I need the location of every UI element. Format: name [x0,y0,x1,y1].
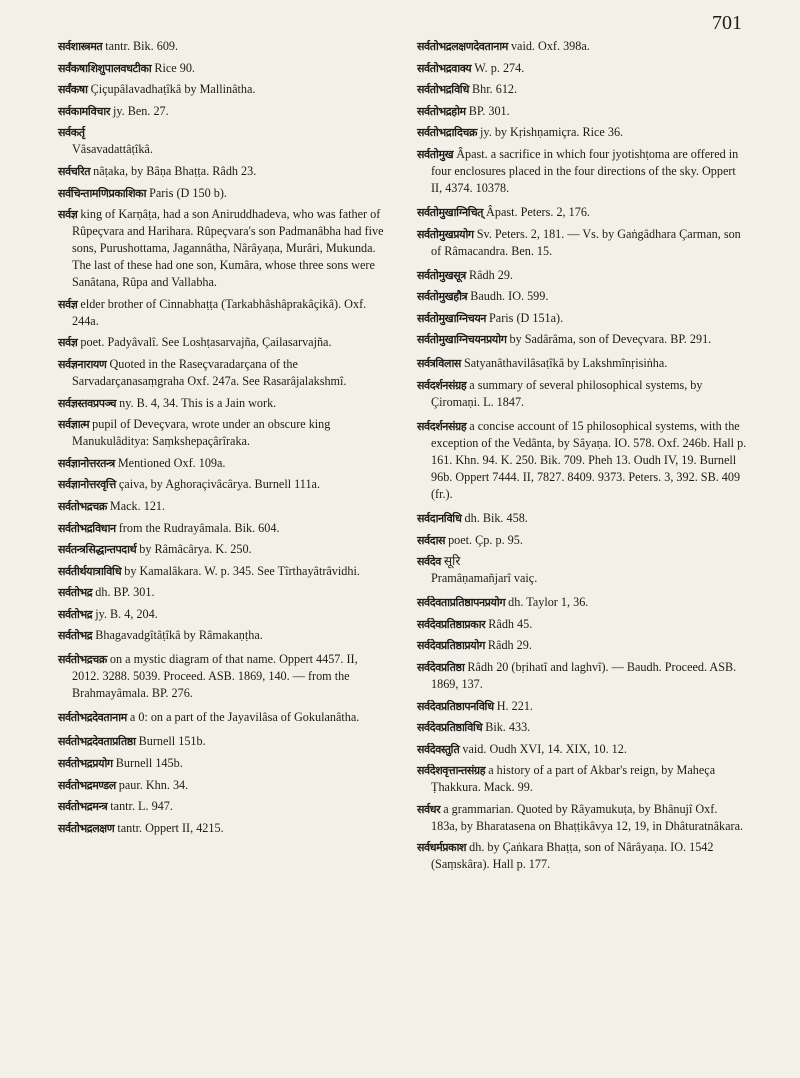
dictionary-entry [417,204,747,221]
entry-text: jy. by Kṛishṇamiçra. Rice 36. [480,125,624,140]
dictionary-entry [58,777,388,794]
entry-text: from the Rudrayâmala. Bik. 604. [118,520,280,535]
entry-headword: सर्वज्ञ [58,297,78,311]
dictionary-entry [58,296,388,330]
entry-text: W. p. 274. [474,60,525,75]
dictionary-entry [417,226,747,260]
entry-headword: सर्वतोमुखप्रयोग [417,227,474,241]
dictionary-entry [58,820,388,837]
entry-text: BP. 301. [468,103,510,118]
entry-headword: सर्वदेवप्रतिष्ठाप्रकार [417,617,486,631]
entry-headword: सर्वज्ञ [58,208,78,222]
entry-headword: सर्वतोमुखसूत्र [417,268,466,282]
entry-text: Baudh. IO. 599. [470,289,549,304]
entry-headword: सर्वतोमुखाग्निचयन [417,311,487,325]
dictionary-entry [417,288,747,305]
dictionary-entry [58,81,388,98]
entry-headword: सर्वतोभद्रदेवताप्रतिष्ठा [58,735,136,749]
dictionary-entry [58,124,388,158]
dictionary-entry [58,206,388,291]
dictionary-entry [417,532,747,549]
dictionary-entry [58,185,388,202]
entry-headword: सर्वचिन्तामणिप्रकाशिका [58,186,147,200]
entry-headword: सर्वतोभद्रप्रयोग [58,757,113,771]
dictionary-entry [417,38,747,55]
dictionary-entry [417,267,747,284]
dictionary-entry [58,38,388,55]
entry-text: tantr. Bik. 609. [105,39,179,53]
entry-text: by Sadârâma, son of Deveçvara. BP. 291. [509,332,712,347]
entry-headword: सर्वज्ञ [58,336,78,350]
dictionary-entry [417,310,747,327]
entry-headword: सर्वदेवप्रतिष्ठा [417,660,465,674]
dictionary-entry [417,839,747,873]
entry-text: Mack. 121. [109,498,166,513]
entry-headword: सर्वतोभद्रवाक्य [417,61,472,75]
dictionary-entry [58,798,388,815]
dictionary-entry [58,606,388,623]
entry-headword: सर्वतोमुखाग्निचयनप्रयोग [417,333,507,347]
entry-headword: सर्वतोमुख [417,147,454,161]
entry-headword: सर्वधर्मप्रकाश [417,841,467,855]
entry-headword: सर्वंकषा [58,83,88,97]
entry-text: paur. Khn. 34. [118,777,189,792]
entry-text: Burnell 145b. [115,756,183,771]
entry-headword: सर्वदानविधि [417,511,462,525]
entry-headword: सर्वशास्त्रमत [58,40,103,53]
entry-text: Satyanâthavilâsaṭîkâ by Lakshmînṛisiṅha. [463,356,668,371]
dictionary-entry [417,616,747,633]
dictionary-entry [417,698,747,715]
entry-continuation: Vâsavadattâṭîkâ. [72,142,153,157]
entry-headword: सर्वज्ञानोत्तरतन्त्र [58,456,115,470]
entry-headword: सर्वतोमुखहौत्र [417,290,468,304]
entry-headword: सर्वदेवस्तुति [417,742,460,756]
entry-text: tantr. L. 947. [110,799,173,814]
entry-text: सूरि [443,554,461,569]
dictionary-entry [58,651,388,702]
entry-text: Rice 90. [154,60,195,75]
entry-text: a history of a part of Akbar's reign, by Maheça Ṭhakkura. Mack. 99. [431,763,716,795]
entry-headword: सर्वदर्शनसंग्रह [417,419,467,433]
dictionary-entry [58,755,388,772]
entry-text: Çiçupâlavadhaṭîkâ by Mallinâtha. [90,82,256,97]
entry-headword: सर्वज्ञात्म [58,418,90,432]
dictionary-entry [58,541,388,558]
right-column [417,38,747,878]
entry-text: poet. Padyâvalî. See Loshṭasarvajña, Çailasarvajña. [80,335,332,350]
entry-text: poet. Çp. p. 95. [448,532,523,547]
entry-text: Bik. 433. [485,720,531,735]
entry-text: pupil of Deveçvara, wrote under an obscure king Manukulâditya: Saṃkshepaçârîraka. [72,417,331,449]
dictionary-entry [417,331,747,348]
dictionary-entry [417,510,747,527]
entry-headword: सर्वधर [417,802,441,816]
entry-headword: सर्वतोभद्रदेवतानाम [58,711,127,725]
dictionary-entry [417,418,747,503]
entry-headword: सर्वतोभद्रमण्डल [58,778,116,792]
entry-headword: सर्वत्रविलास [417,357,461,371]
entry-headword: सर्वज्ञनारायण [58,357,107,371]
entry-text: Mentioned Oxf. 109a. [117,455,226,470]
entry-headword: सर्वकामविचार [58,104,110,118]
entry-text: jy. B. 4, 204. [95,606,158,621]
entry-text: jy. Ben. 27. [112,103,169,118]
dictionary-entry [417,124,747,141]
entry-headword: सर्वज्ञानोत्तरवृत्ति [58,478,116,492]
entry-headword: सर्वदेवप्रतिष्ठाविधि [417,721,483,735]
dictionary-entry [58,733,388,750]
dictionary-entry [58,520,388,537]
dictionary-entry [58,334,388,351]
entry-text: Quoted in the Raseçvaradarçana of the Sarvadarçanasaṃgraha Oxf. 247a. See Rasarâjalakshmî. [72,356,347,388]
dictionary-entry [417,801,747,835]
dictionary-entry [417,762,747,796]
entry-text: a summary of several philosophical systems, by Çiromaṇi. L. 1847. [431,377,703,409]
entry-headword: सर्वचरित [58,164,91,178]
entry-headword: सर्वतीर्थयात्राविधि [58,564,122,578]
entry-headword: सर्वतोभद्रविधान [58,521,116,535]
dictionary-entry [58,356,388,390]
entry-headword: सर्वतोभद्रहोम [417,104,466,118]
dictionary-entry [58,709,388,726]
entry-text: dh. Taylor 1, 36. [508,595,589,610]
dictionary-entry [417,594,747,611]
entry-headword: सर्वतोमुखाग्निचित् [417,205,484,219]
entry-headword: सर्वतोभद्रचक्र [58,653,107,667]
dictionary-entry [417,60,747,77]
entry-headword: सर्वतोभद्रमन्त्र [58,800,108,814]
entry-headword: सर्वतोभद्रविधि [417,83,470,97]
entry-headword: सर्वतोभद्रचक्र [58,499,107,513]
dictionary-entry [417,355,747,372]
entry-headword: सर्वकर्तृ [58,126,85,140]
entry-headword: सर्वदेवप्रतिष्ठाप्रयोग [417,639,485,653]
entry-continuation: Pramâṇamañjarî vaiç. [431,571,538,586]
entry-text: dh. by Çaṅkara Bhaṭṭa, son of Nârâyaṇa. IO. 1542 (Saṃskâra). Hall p. 177. [431,840,714,872]
entry-headword: सर्वदेव [417,555,441,569]
entry-headword: सर्वदेशवृत्तान्तसंग्रह [417,764,486,778]
page-number: 701 [712,12,742,34]
dictionary-entry [58,163,388,180]
entry-text: Burnell 151b. [138,734,206,749]
entry-headword: सर्वदेवताप्रतिष्ठापनप्रयोग [417,596,506,610]
dictionary-entry [58,103,388,120]
entry-text: a grammarian. Quoted by Râyamukuṭa, by Bhânujî Oxf. 183a, by Bharatasena on Bhaṭṭikâvya 12, 19, in Dhâturatnâkara. [431,801,744,833]
entry-text: Râdh 45. [488,616,533,631]
left-column [58,38,388,841]
entry-headword: सर्वतोभद्रलक्षणदेवतानाम [417,40,508,53]
dictionary-entry [58,563,388,580]
entry-text: dh. Bik. 458. [464,510,528,525]
entry-text: Sv. Peters. 2, 181. — Vs. by Gaṅgâdhara Çarman, son of Râmacandra. Ben. 15. [431,226,741,258]
entry-text: on a mystic diagram of that name. Oppert 4457. II, 2012. 3288. 5039. Proceed. ASB. 1869, 140. — from the Brahmayâmala. BP. 276. [72,652,358,701]
entry-headword: सर्वंकषाशिशुपालवधटीका [58,61,152,75]
entry-text: Bhagavadgîtâṭîkâ by Râmakaṇṭha. [95,628,263,643]
dictionary-entry [58,395,388,412]
entry-text: elder brother of Cinnabhaṭṭa (Tarkabhâshâprakâçikâ). Oxf. 244a. [72,296,367,328]
entry-text: vaid. Oxf. 398a. [510,39,590,53]
entry-headword: सर्वदर्शनसंग्रह [417,378,467,392]
dictionary-entry [417,719,747,736]
entry-headword: सर्वतोभद्र [58,607,93,621]
entry-text: Râdh 29. [487,638,532,653]
dictionary-entry [417,637,747,654]
dictionary-entry [58,584,388,601]
dictionary-entry [58,476,388,493]
dictionary-entry [417,81,747,98]
entry-headword: सर्वतन्त्रसिद्धान्तपदार्थ [58,543,137,557]
entry-text: H. 221. [496,698,533,713]
entry-text: tantr. Oppert II, 4215. [117,820,224,835]
dictionary-entry [417,553,747,587]
entry-text: dh. BP. 301. [95,585,155,600]
entry-headword: सर्वतोभद्र [58,586,93,600]
entry-text: vaid. Oudh XVI, 14. XIX, 10. 12. [462,741,627,756]
entry-headword: सर्वतोभद्रादिचक्र [417,126,478,140]
entry-text: Râdh 29. [468,267,513,282]
entry-text: ny. B. 4, 34. This is a Jain work. [119,395,277,410]
entry-text: Paris (D 150 b). [149,185,227,200]
entry-headword: सर्वदेवप्रतिष्ठापनविधि [417,699,494,713]
dictionary-entry [58,455,388,472]
entry-text: Paris (D 151a). [489,310,564,325]
entry-text: a concise account of 15 philosophical systems, with the exception of the Vedânta, by Sâyaṇa. IO. 578. Oxf. 246b. Hall p. 161. Khn. 94. K. 250. Bik. 709. Pheh 13. Oudh IV, 19. Burnell 96b. Oppert 7444. II, 7827. 8409. 9373. Peters. 3, 392. SB. 409 (fr.). [431,418,747,501]
entry-text: çaiva, by Aghoraçivâcârya. Burnell 111a. [118,477,320,492]
dictionary-entry [58,627,388,644]
entry-headword: सर्वतोभद्रलक्षण [58,821,115,835]
entry-text: by Râmâcârya. K. 250. [139,542,252,557]
entry-headword: सर्वतोभद्र [58,629,93,643]
entry-text: Âpast. Peters. 2, 176. [486,204,590,219]
entry-text: king of Karṇâṭa, had a son Aniruddhadeva, who was father of Rûpeçvara and Harihara. Rûpeçvara's son Padmanâbha had five sons, Purushottama, Jagannâtha, Nârâyaṇa, Murâri, Mukunda. The last of these had one son, Kumâra, whose three sons were Sanâtana, Rûpa and Vallabha. [72,207,384,290]
dictionary-entry [417,146,747,197]
dictionary-entry [58,60,388,77]
dictionary-entry [58,498,388,515]
dictionary-entry [58,416,388,450]
dictionary-entry [417,377,747,411]
entry-text: nâṭaka, by Bâṇa Bhaṭṭa. Râdh 23. [93,163,257,178]
dictionary-entry [417,659,747,693]
entry-text: a 0: on a part of the Jayavilâsa of Gokulanâtha. [129,710,360,725]
entry-headword: सर्वज्ञस्तवप्रपञ्च [58,396,117,410]
entry-text: by Kamalâkara. W. p. 345. See Tîrthayâtrâvidhi. [124,563,360,578]
entry-text: Râdh 20 (bṛihatî and laghvî). — Baudh. Proceed. ASB. 1869, 137. [431,659,737,691]
dictionary-entry [417,741,747,758]
dictionary-entry [417,103,747,120]
entry-headword: सर्वदास [417,533,446,547]
entry-text: Âpast. a sacrifice in which four jyotishṭoma are offered in four enclosures placed in the four directions of the sky. Oppert II, 4374. 10378. [431,146,739,195]
entry-text: Bhr. 612. [472,82,518,97]
